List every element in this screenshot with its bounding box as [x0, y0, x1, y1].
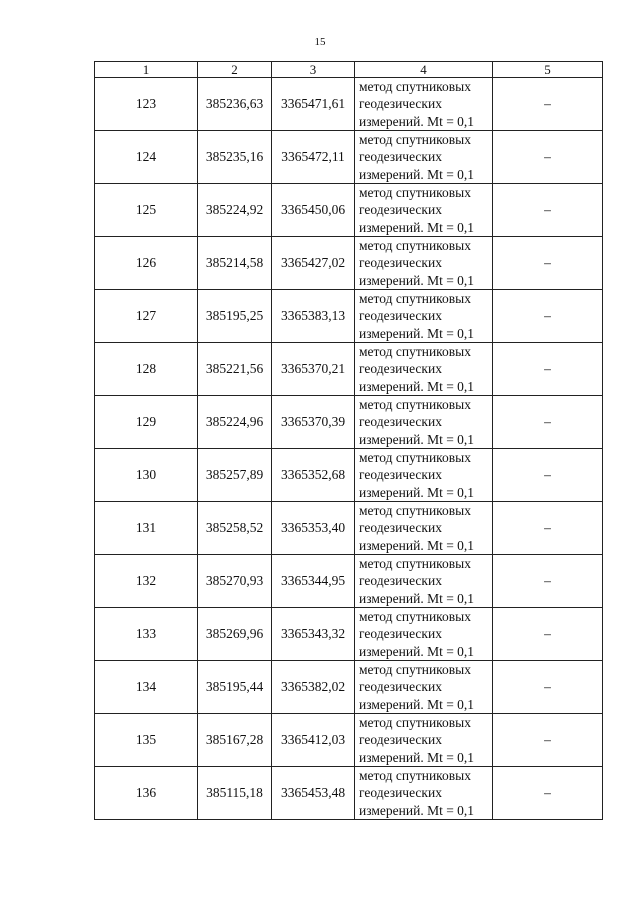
table-row — [95, 502, 603, 555]
method-description — [355, 184, 493, 237]
table-row — [95, 290, 603, 343]
method-line: измерений. Mt = 0,1 — [359, 325, 475, 341]
method-line: геодезических — [359, 96, 442, 112]
coordinate-y: 3365427,02 — [272, 237, 355, 290]
method-line: измерений. Mt = 0,1 — [359, 166, 475, 182]
method-description — [355, 661, 493, 714]
method-line: геодезических — [359, 414, 442, 430]
coordinates-table — [94, 61, 603, 820]
note-cell: – — [493, 608, 603, 661]
method-line: измерений. Mt = 0,1 — [359, 113, 475, 129]
note-cell: – — [493, 502, 603, 555]
note-cell: – — [493, 78, 603, 131]
point-number: 131 — [95, 502, 198, 555]
coordinate-y: 3365343,32 — [272, 608, 355, 661]
method-description — [355, 608, 493, 661]
header-col-5: 5 — [493, 62, 603, 78]
method-line: метод спутниковых — [359, 503, 471, 519]
method-description — [355, 449, 493, 502]
point-number: 123 — [95, 78, 198, 131]
method-line: геодезических — [359, 626, 442, 642]
coordinate-y: 3365412,03 — [272, 714, 355, 767]
coordinate-y: 3365353,40 — [272, 502, 355, 555]
point-number: 136 — [95, 767, 198, 820]
table-row — [95, 714, 603, 767]
note-cell: – — [493, 449, 603, 502]
method-line: измерений. Mt = 0,1 — [359, 537, 475, 553]
coordinate-x: 385224,96 — [198, 396, 272, 449]
method-line: геодезических — [359, 149, 442, 165]
table-row — [95, 184, 603, 237]
coordinate-y: 3365382,02 — [272, 661, 355, 714]
coordinate-x: 385115,18 — [198, 767, 272, 820]
coordinate-x: 385195,25 — [198, 290, 272, 343]
coordinate-y: 3365352,68 — [272, 449, 355, 502]
method-line: измерений. Mt = 0,1 — [359, 272, 475, 288]
method-line: геодезических — [359, 467, 442, 483]
header-col-2: 2 — [198, 62, 272, 78]
table-row — [95, 396, 603, 449]
coordinate-y: 3365453,48 — [272, 767, 355, 820]
table-row — [95, 555, 603, 608]
page-number: 15 — [314, 36, 326, 48]
coordinate-x: 385224,92 — [198, 184, 272, 237]
method-line: геодезических — [359, 732, 442, 748]
coordinate-x: 385221,56 — [198, 343, 272, 396]
method-line: метод спутниковых — [359, 768, 471, 784]
note-cell: – — [493, 290, 603, 343]
point-number: 130 — [95, 449, 198, 502]
point-number: 128 — [95, 343, 198, 396]
table-row — [95, 131, 603, 184]
coordinate-x: 385258,52 — [198, 502, 272, 555]
point-number: 135 — [95, 714, 198, 767]
method-line: геодезических — [359, 679, 442, 695]
method-line: геодезических — [359, 573, 442, 589]
method-line: геодезических — [359, 255, 442, 271]
method-line: метод спутниковых — [359, 132, 471, 148]
coordinate-x: 385269,96 — [198, 608, 272, 661]
coordinate-y: 3365450,06 — [272, 184, 355, 237]
method-line: измерений. Mt = 0,1 — [359, 696, 475, 712]
method-line: метод спутниковых — [359, 291, 471, 307]
note-cell: – — [493, 396, 603, 449]
method-line: измерений. Mt = 0,1 — [359, 749, 475, 765]
method-description — [355, 714, 493, 767]
table-row — [95, 237, 603, 290]
note-cell: – — [493, 237, 603, 290]
method-line: измерений. Mt = 0,1 — [359, 590, 475, 606]
coordinate-x: 385214,58 — [198, 237, 272, 290]
note-cell: – — [493, 343, 603, 396]
method-line: измерений. Mt = 0,1 — [359, 431, 475, 447]
point-number: 125 — [95, 184, 198, 237]
point-number: 134 — [95, 661, 198, 714]
method-description — [355, 396, 493, 449]
coordinate-y: 3365472,11 — [272, 131, 355, 184]
method-description — [355, 290, 493, 343]
point-number: 124 — [95, 131, 198, 184]
header-col-1: 1 — [95, 62, 198, 78]
coordinate-x: 385167,28 — [198, 714, 272, 767]
method-description — [355, 237, 493, 290]
method-line: метод спутниковых — [359, 344, 471, 360]
method-line: метод спутниковых — [359, 662, 471, 678]
method-description — [355, 555, 493, 608]
method-line: метод спутниковых — [359, 185, 471, 201]
method-line: метод спутниковых — [359, 609, 471, 625]
method-line: метод спутниковых — [359, 397, 471, 413]
method-line: геодезических — [359, 308, 442, 324]
table-row — [95, 767, 603, 820]
coordinate-x: 385236,63 — [198, 78, 272, 131]
table-header-row — [95, 62, 603, 78]
method-line: метод спутниковых — [359, 79, 471, 95]
method-description — [355, 502, 493, 555]
method-description — [355, 131, 493, 184]
coordinate-y: 3365370,39 — [272, 396, 355, 449]
method-line: геодезических — [359, 785, 442, 801]
header-col-4: 4 — [355, 62, 493, 78]
method-line: измерений. Mt = 0,1 — [359, 378, 475, 394]
table-row — [95, 449, 603, 502]
note-cell: – — [493, 767, 603, 820]
coordinate-y: 3365383,13 — [272, 290, 355, 343]
point-number: 132 — [95, 555, 198, 608]
method-line: геодезических — [359, 520, 442, 536]
table-row — [95, 608, 603, 661]
method-description — [355, 767, 493, 820]
point-number: 127 — [95, 290, 198, 343]
table-body — [95, 62, 603, 820]
method-line: метод спутниковых — [359, 450, 471, 466]
method-line: измерений. Mt = 0,1 — [359, 802, 475, 818]
coordinate-y: 3365471,61 — [272, 78, 355, 131]
method-line: геодезических — [359, 361, 442, 377]
point-number: 129 — [95, 396, 198, 449]
coordinate-y: 3365344,95 — [272, 555, 355, 608]
method-line: измерений. Mt = 0,1 — [359, 219, 475, 235]
note-cell: – — [493, 661, 603, 714]
note-cell: – — [493, 184, 603, 237]
coordinate-x: 385257,89 — [198, 449, 272, 502]
method-line: измерений. Mt = 0,1 — [359, 484, 475, 500]
method-line: метод спутниковых — [359, 556, 471, 572]
method-line: измерений. Mt = 0,1 — [359, 643, 475, 659]
point-number: 133 — [95, 608, 198, 661]
coordinate-x: 385195,44 — [198, 661, 272, 714]
coordinate-x: 385270,93 — [198, 555, 272, 608]
coordinate-y: 3365370,21 — [272, 343, 355, 396]
method-line: геодезических — [359, 202, 442, 218]
point-number: 126 — [95, 237, 198, 290]
header-col-3: 3 — [272, 62, 355, 78]
method-description — [355, 78, 493, 131]
note-cell: – — [493, 131, 603, 184]
table-row — [95, 343, 603, 396]
method-line: метод спутниковых — [359, 715, 471, 731]
note-cell: – — [493, 555, 603, 608]
method-line: метод спутниковых — [359, 238, 471, 254]
note-cell: – — [493, 714, 603, 767]
coordinate-x: 385235,16 — [198, 131, 272, 184]
table-row — [95, 78, 603, 131]
method-description — [355, 343, 493, 396]
table-row — [95, 661, 603, 714]
